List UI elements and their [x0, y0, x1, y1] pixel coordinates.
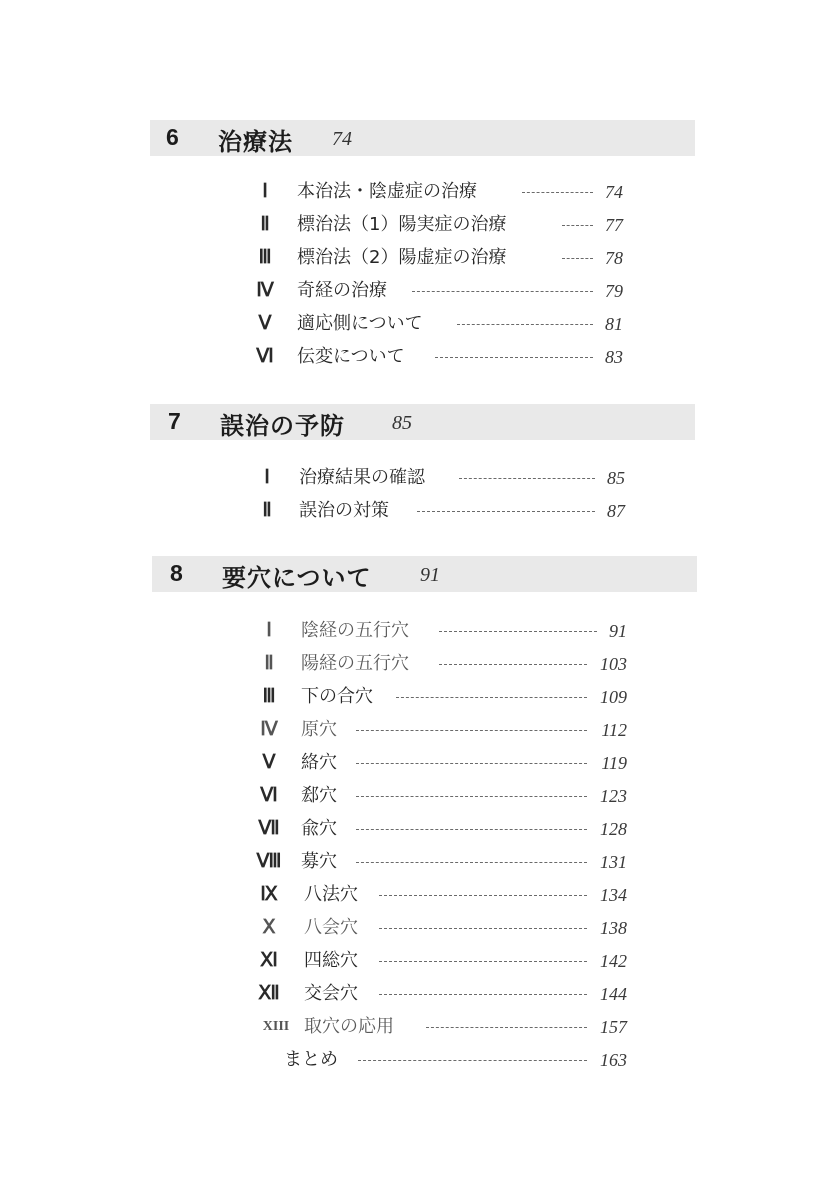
toc-entry[interactable]: [254, 649, 627, 679]
toc-entry[interactable]: [250, 276, 623, 306]
toc-entry[interactable]: [254, 781, 627, 811]
entry-page: 87: [607, 501, 625, 521]
roman-numeral: Ⅷ: [256, 851, 282, 872]
toc-entry[interactable]: [254, 946, 627, 976]
entry-label: 四総穴: [304, 950, 358, 971]
chapter-title: 誤治の予防: [220, 412, 345, 440]
roman-numeral: Ⅱ: [262, 500, 272, 521]
entry-label: 適応側について: [297, 313, 423, 334]
dot-leader: [379, 994, 587, 995]
roman-numeral: Ⅴ: [262, 752, 276, 773]
entry-page: 128: [600, 819, 627, 839]
roman-numeral: Ⅳ: [256, 280, 274, 301]
toc-entry[interactable]: [250, 342, 623, 372]
roman-numeral: Ⅰ: [266, 620, 272, 641]
entry-page: 112: [601, 720, 627, 740]
roman-numeral: Ⅹ: [262, 917, 276, 938]
toc-entry[interactable]: [254, 979, 627, 1009]
roman-numeral: Ⅱ: [264, 653, 274, 674]
dot-leader: [417, 511, 595, 512]
chapter-title: 要穴について: [222, 564, 372, 592]
entry-label: 郄穴: [301, 785, 337, 806]
roman-numeral: Ⅺ: [260, 950, 278, 971]
toc-entry[interactable]: [254, 616, 627, 646]
dot-leader: [412, 291, 593, 292]
toc-entry[interactable]: [254, 682, 627, 712]
entry-page: 79: [605, 281, 623, 301]
chapter-page: 91: [420, 564, 440, 586]
entry-label: 陽経の五行穴: [301, 653, 409, 674]
roman-numeral: Ⅱ: [260, 214, 270, 235]
entry-page: 74: [605, 182, 623, 202]
roman-numeral: Ⅸ: [260, 884, 278, 905]
chapter-number: 7: [168, 408, 181, 434]
entry-page: 142: [600, 951, 627, 971]
chapter-number: 6: [166, 124, 179, 150]
toc-entry[interactable]: [254, 1045, 627, 1075]
chapter-8-heading: [152, 556, 697, 592]
dot-leader: [459, 478, 595, 479]
entry-label: 標治法（1）陽実症の治療: [297, 214, 507, 235]
dot-leader: [457, 324, 593, 325]
chapter-7-heading: [150, 404, 695, 440]
toc-entry[interactable]: [254, 847, 627, 877]
entry-page: 81: [605, 314, 623, 334]
entry-page: 144: [600, 984, 627, 1004]
entry-page: 123: [600, 786, 627, 806]
chapter-page: 85: [392, 412, 412, 434]
dot-leader: [522, 192, 593, 193]
chapter-number: 8: [170, 560, 183, 586]
dot-leader: [356, 829, 587, 830]
dot-leader: [435, 357, 593, 358]
roman-numeral: Ⅶ: [258, 818, 280, 839]
roman-numeral: Ⅰ: [262, 181, 268, 202]
chapter-6-heading: [150, 120, 695, 156]
entry-page: 78: [605, 248, 623, 268]
toc-entry[interactable]: [250, 309, 623, 339]
entry-page: 119: [601, 753, 627, 773]
entry-label: 兪穴: [301, 818, 337, 839]
entry-page: 131: [600, 852, 627, 872]
dot-leader: [562, 225, 593, 226]
roman-numeral: Ⅴ: [258, 313, 272, 334]
toc-entry[interactable]: [252, 463, 625, 493]
dot-leader: [396, 697, 587, 698]
roman-numeral: Ⅵ: [256, 346, 274, 367]
entry-page: 109: [600, 687, 627, 707]
entry-page: 83: [605, 347, 623, 367]
entry-page: 134: [600, 885, 627, 905]
dot-leader: [379, 928, 587, 929]
entry-label: 奇経の治療: [297, 280, 387, 301]
roman-numeral: Ⅲ: [262, 686, 276, 707]
entry-page: 138: [600, 918, 627, 938]
entry-label: 伝変について: [297, 346, 405, 367]
entry-label: 取穴の応用: [304, 1016, 394, 1037]
dot-leader: [426, 1027, 587, 1028]
toc-entry[interactable]: [250, 243, 623, 273]
entry-page: 91: [609, 621, 627, 641]
roman-numeral: Ⅵ: [260, 785, 278, 806]
entry-label: 募穴: [301, 851, 337, 872]
dot-leader: [356, 763, 587, 764]
toc-entry[interactable]: [254, 1012, 627, 1042]
entry-page: 157: [600, 1017, 627, 1037]
toc-entry[interactable]: [254, 880, 627, 910]
toc-entry[interactable]: [250, 210, 623, 240]
dot-leader: [356, 862, 587, 863]
dot-leader: [439, 664, 587, 665]
toc-entry[interactable]: [254, 814, 627, 844]
toc-entry[interactable]: [254, 748, 627, 778]
entry-label: 誤治の対策: [299, 500, 389, 521]
chapter-title: 治療法: [218, 128, 293, 156]
roman-numeral: Ⅳ: [260, 719, 278, 740]
dot-leader: [379, 895, 587, 896]
entry-label: 交会穴: [304, 983, 358, 1004]
entry-label: まとめ: [284, 1049, 338, 1070]
entry-page: 77: [605, 215, 623, 235]
toc-entry[interactable]: [254, 913, 627, 943]
dot-leader: [356, 730, 587, 731]
dot-leader: [358, 1060, 587, 1061]
entry-label: 八法穴: [304, 884, 358, 905]
toc-entry[interactable]: [252, 496, 625, 526]
toc-entry[interactable]: [250, 177, 623, 207]
entry-label: 下の合穴: [301, 686, 373, 707]
entry-page: 163: [600, 1050, 627, 1070]
entry-label: 陰経の五行穴: [301, 620, 409, 641]
dot-leader: [379, 961, 587, 962]
roman-numeral: Ⅰ: [264, 467, 270, 488]
entry-label: 八会穴: [304, 917, 358, 938]
entry-label: 標治法（2）陽虚症の治療: [297, 247, 507, 268]
entry-label: 治療結果の確認: [299, 467, 425, 488]
roman-numeral: Ⅻ: [258, 983, 280, 1004]
entry-page: 103: [600, 654, 627, 674]
toc-entry[interactable]: [254, 715, 627, 745]
chapter-page: 74: [332, 128, 352, 150]
dot-leader: [562, 258, 593, 259]
dot-leader: [356, 796, 587, 797]
entry-label: 原穴: [301, 719, 337, 740]
dot-leader: [439, 631, 597, 632]
entry-page: 85: [607, 468, 625, 488]
entry-label: 本治法・陰虚症の治療: [297, 181, 477, 202]
roman-numeral: XIII: [262, 1019, 290, 1034]
entry-label: 絡穴: [301, 752, 337, 773]
roman-numeral: Ⅲ: [258, 247, 272, 268]
